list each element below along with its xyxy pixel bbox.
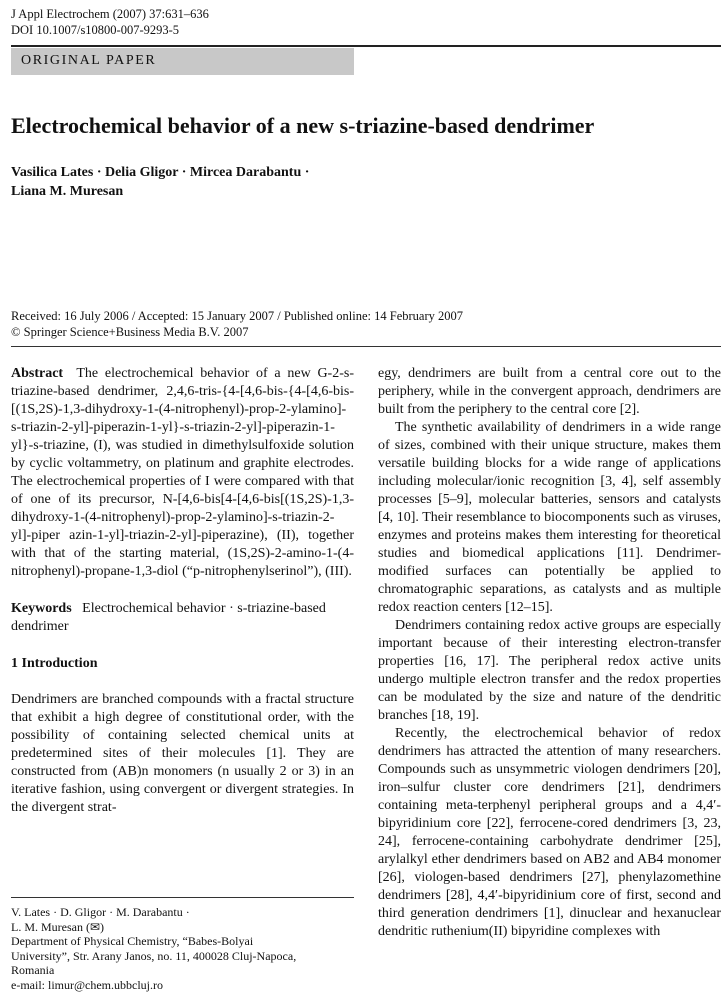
copyright: © Springer Science+Business Media B.V. 2007 (11, 325, 249, 339)
body-paragraph: The synthetic availability of dendrimers in a wide range of sizes, combined with their unique structure, makes them versatile building blocks for a wide range of applications including molecular/ionic recognition [3, 4], self assembly processes [5–9], molecular batteries, sensors and catalysts [4, 10]. Their resemblance to biocomponents such as viruses, enzymes and proteins makes them interesting for theoretical studies and biomedical applications [11]. Dendrimer-modified surfaces can potentially be applied to chromatographic separations, as catalysts and as multiple redox reaction centers [12–15]. (378, 420, 721, 615)
running-header (11, 6, 209, 38)
keywords (11, 600, 354, 636)
article-title: Electrochemical behavior of a new s-triazine-based dendrimer (11, 113, 595, 138)
body-paragraph: egy, dendrimers are built from a central core out to the periphery, while in the convergent approach, dendrimers are built from the periphery to the central core [2]. (378, 366, 721, 417)
footnote-rule (11, 897, 354, 898)
footnote-dept-3: Romania (11, 963, 55, 978)
keywords-label: Keywords (11, 601, 72, 616)
abstract-text: The electrochemical behavior of a new G-2-s-triazine-based dendrimer, 2,4,6-tris-{4-[4,6-bis-{4-[4,6-bis-[(1S,2S)-1,3-dihydroxy-1-(4-nitrophenyl)-prop-2-ylamino]-s-triazin-2-yl]-piperazin-1-yl}-s-triazin-2-yl]-piperazin-1-yl}-s-triazine, (I), was studied in dimethylsulfoxide solution by cyclic voltammetry, on platinum and graphite electrodes. The electrochemical properties of I were compared with that of one of its precursor, N-[4,6-bis[4-[4,6-bis[(1S,2S)-1,3-dihydroxy-1-(4-nitrophenyl)-prop-2-ylamino]-s-triazin-2-yl]-piper azin-1-yl]-triazin-2-yl]-piperazine), (II), together with that of the starting material, (1S,2S)-2-amino-1-(4-nitrophenyl)-propane-1,3-diol (“p-nitrophenylserinol”), (III). (11, 366, 354, 579)
footnote-authors-1: V. Lates · D. Gligor · M. Darabantu · (11, 905, 190, 919)
affiliation-footnote (11, 905, 354, 993)
header-rule (11, 45, 721, 47)
footnote-authors-2: L. M. Muresan (✉) (11, 919, 105, 934)
history-rule (11, 346, 721, 347)
body-paragraph: Recently, the electrochemical behavior of redox dendrimers has attracted the attention of many researchers. Compounds such as unsymmetric viologen dendrimers [20], iron–sulfur cluster core dendrimers [21], dendrimers containing meta-terphenyl peripheral groups and a 4,4′-bipyridinium core [22], ferrocene-cored dendrimers [3, 23, 24], ferrocene-containing carbohydrate dendrimer [25], arylalkyl ether dendrimers based on AB2 and AB4 monomer [26], viologen-based dendrimers [27], phenylazomethine dendrimers [28], 4,4′-bipyridinium core of first, second and third generation dendrimers [1], dinuclear and hexanuclear dendritic ruthenium(II) bipyridine complexes with (378, 726, 721, 939)
article-type-band (11, 48, 354, 75)
authors-line-1: Vasilica Lates · Delia Gligor · Mircea Darabantu · (11, 165, 310, 180)
footnote-email: e-mail: limur@chem.ubbcluj.ro (11, 977, 164, 992)
body-paragraph: Dendrimers containing redox active groups are especially important because of their interesting electron-transfer properties [16, 17]. The peripheral redox active units undergo multiple electron transfer and the redox properties can be modulated by the size and nature of the dendritic branches [18, 19]. (378, 618, 721, 723)
right-column (378, 365, 721, 941)
journal-citation: J Appl Electrochem (2007) 37:631–636 (11, 7, 209, 21)
authors-line-2: Liana M. Muresan (11, 184, 124, 199)
abstract-label: Abstract (11, 366, 64, 381)
intro-paragraph: Dendrimers are branched compounds with a fractal structure that exhibit a high degree of constitutional order, with the possibility of containing selected chemical units at predetermined sites of their molecules [1]. They are constructed from (AB)n monomers (n usually 2 or 3) in an iterative fashion, using convergent or divergent strategies. In the divergent strat- (11, 692, 354, 815)
left-column (11, 365, 354, 817)
article-type-label: ORIGINAL PAPER (21, 53, 157, 68)
keywords-text: Electrochemical behavior · s-triazine-based dendrimer (11, 601, 326, 634)
footnote-dept-2: University”, Str. Arany Janos, no. 11, 400028 Cluj-Napoca, (11, 948, 297, 963)
section-heading: 1 Introduction (11, 656, 98, 671)
abstract (11, 365, 354, 581)
author-list (11, 163, 309, 201)
doi: DOI 10.1007/s10800-007-9293-5 (11, 23, 180, 37)
publication-history (11, 308, 463, 340)
received-dates: Received: 16 July 2006 / Accepted: 15 January 2007 / Published online: 14 February 2007 (11, 309, 464, 323)
footnote-dept-1: Department of Physical Chemistry, “Babes-Bolyai (11, 934, 254, 949)
